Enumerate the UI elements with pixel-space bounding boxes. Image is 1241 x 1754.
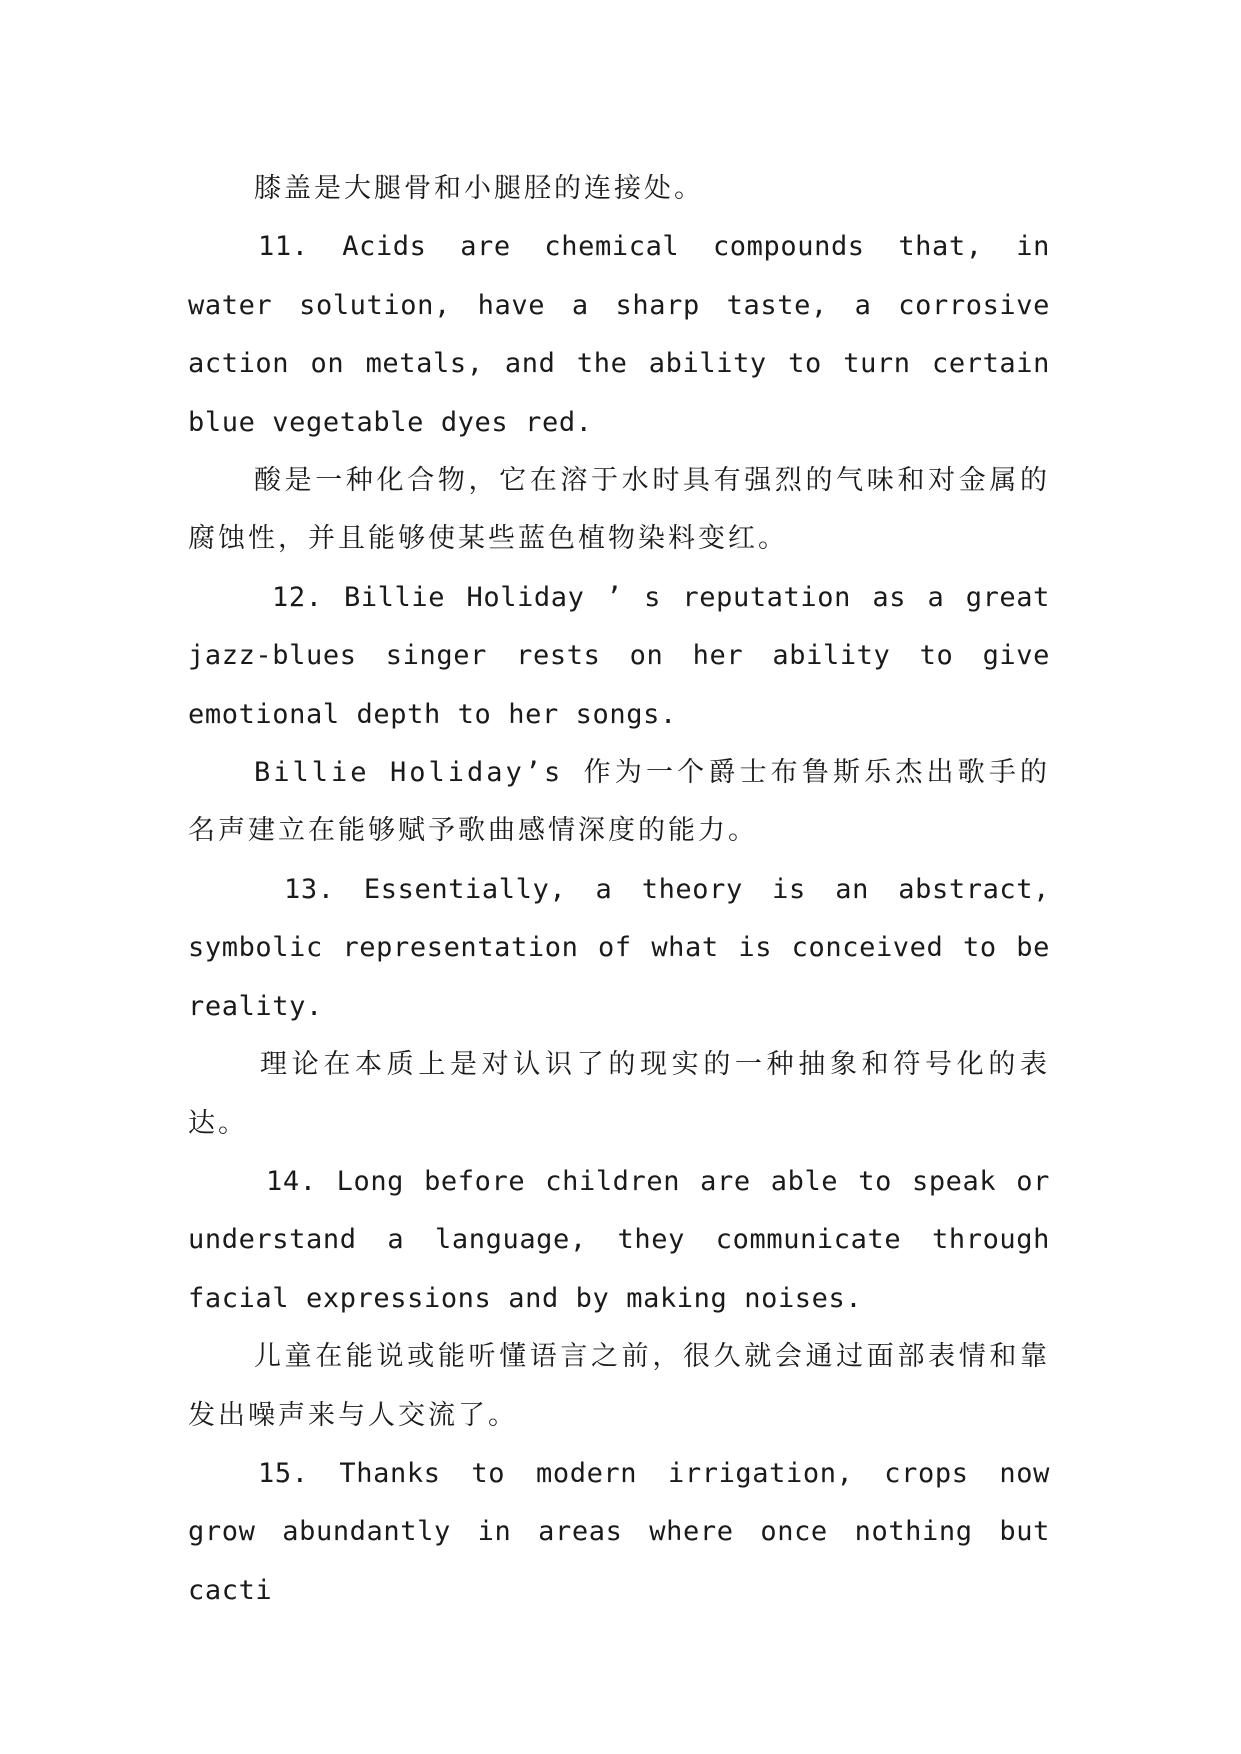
- paragraph-14-english: 14. Long before children are able to speak or understand a language, they communicate through facial expressions and by making noises.: [188, 1165, 1050, 1314]
- paragraph-12-chinese: Billie Holiday’s 作为一个爵士布鲁斯乐杰出歌手的名声建立在能够赋予歌曲感情深度的能力。: [188, 757, 1050, 847]
- paragraph-11-chinese: 酸是一种化合物，它在溶于水时具有强烈的气味和对金属的腐蚀性，并且能够使某些蓝色植物染料变红。: [188, 465, 1050, 555]
- paragraph-14-chinese: 儿童在能说或能听懂语言之前，很久就会通过面部表情和靠发出噪声来与人交流了。: [188, 1341, 1050, 1431]
- paragraph-knee-translation: 膝盖是大腿骨和小腿胫的连接处。: [254, 173, 704, 204]
- paragraph-15-english: 15. Thanks to modern irrigation, crops now grow abundantly in areas where once nothing but cacti: [188, 1457, 1050, 1606]
- document-body: [188, 160, 1050, 1606]
- paragraph-12-english: 12. Billie Holiday ’ s reputation as a great jazz-blues singer rests on her ability to give emotional depth to her songs.: [188, 581, 1050, 730]
- paragraph-13-english: 13. Essentially, a theory is an abstract, symbolic representation of what is conceived to be reality.: [188, 873, 1050, 1022]
- paragraph-13-chinese: 理论在本质上是对认识了的现实的一种抽象和符号化的表达。: [188, 1049, 1050, 1139]
- paragraph-11-english: 11. Acids are chemical compounds that, in water solution, have a sharp taste, a corrosive action on metals, and the ability to turn certain blue vegetable dyes red.: [188, 231, 1050, 438]
